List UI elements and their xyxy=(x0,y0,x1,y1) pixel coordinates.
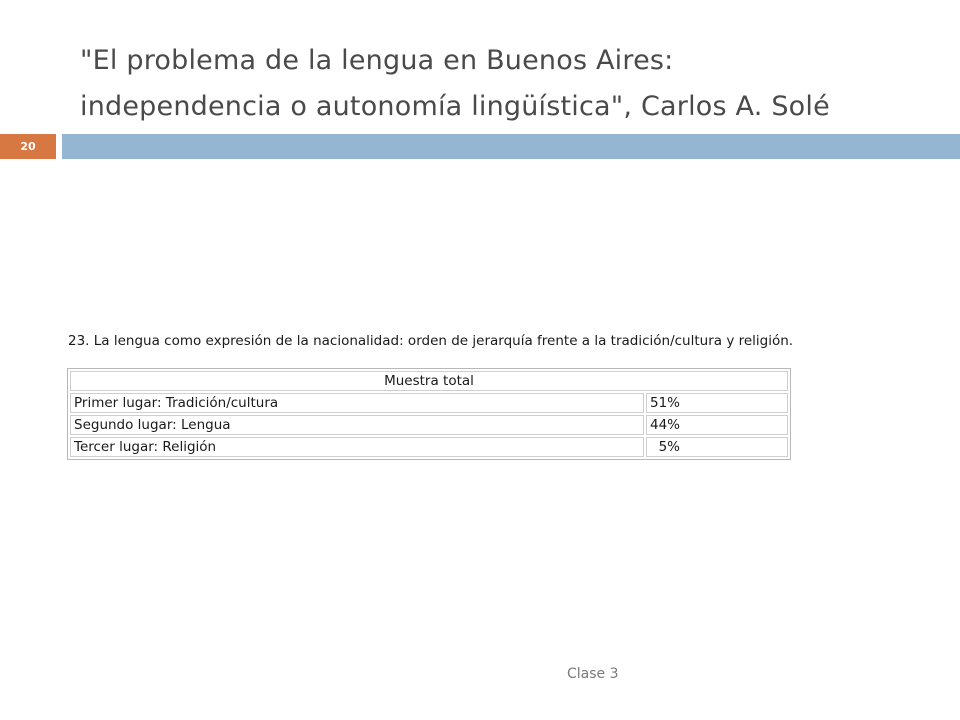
slide-title xyxy=(80,38,940,130)
table-row xyxy=(70,437,788,457)
row-value: 5% xyxy=(646,437,788,457)
table-row xyxy=(70,393,788,413)
results-table xyxy=(67,368,791,460)
table-header-row xyxy=(70,371,788,391)
row-label: Segundo lugar: Lengua xyxy=(70,415,644,435)
title-accent-bar xyxy=(62,134,960,159)
row-label: Tercer lugar: Religión xyxy=(70,437,644,457)
slide-title-line-1: "El problema de la lengua en Buenos Aires: xyxy=(80,45,674,76)
slide-title-line-2: independencia o autonomía lingüística", Carlos A. Solé xyxy=(80,91,830,122)
row-label: Primer lugar: Tradición/cultura xyxy=(70,393,644,413)
table-header: Muestra total xyxy=(70,371,788,391)
slide-number-badge: 20 xyxy=(0,134,56,159)
survey-question: 23. La lengua como expresión de la nacionalidad: orden de jerarquía frente a la tradición/cultura y religión. xyxy=(68,333,794,349)
table-row xyxy=(70,415,788,435)
row-value: 44% xyxy=(646,415,788,435)
row-value: 51% xyxy=(646,393,788,413)
slide-footer: Clase 3 xyxy=(567,666,619,682)
